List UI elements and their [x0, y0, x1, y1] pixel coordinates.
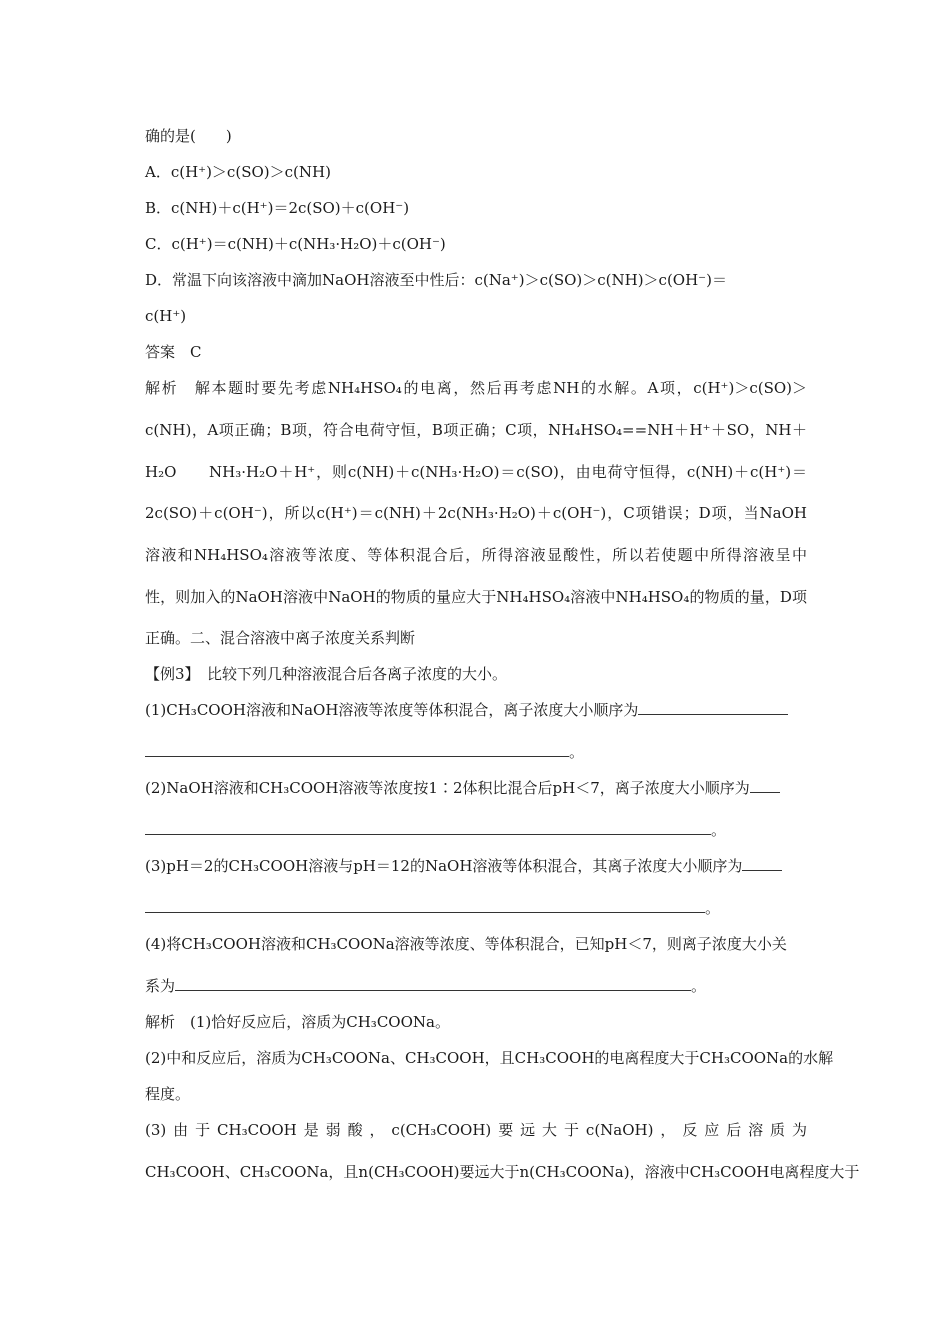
solution-line-4: (3)由于CH₃COOH是弱酸，c(CH₃COOH)要远大于c(NaOH)，反应后溶质为 [145, 1121, 807, 1139]
analysis-line-5: 溶液和NH₄HSO₄溶液等浓度、等体积混合后，所得溶液显酸性，所以若使题中所得溶液呈中 [145, 546, 807, 564]
answer-blank-2a[interactable] [750, 778, 780, 793]
question-2-cont [145, 820, 807, 840]
answer-blank-4[interactable] [175, 976, 691, 991]
option-d-cont: c(H⁺) [145, 307, 187, 325]
question-4-cont [145, 976, 807, 996]
question-4: (4)将CH₃COOH溶液和CH₃COONa溶液等浓度、等体积混合，已知pH＜7，则离子浓度大小关 [145, 935, 787, 953]
question-2-end: 。 [711, 821, 727, 839]
answer-blank-2b[interactable] [145, 820, 711, 835]
question-3-end: 。 [705, 899, 721, 917]
question-3-cont [145, 898, 807, 918]
option-d: D．常温下向该溶液中滴加NaOH溶液至中性后：c(Na⁺)＞c(SO)＞c(NH)＞c(OH⁻)＝ [145, 271, 727, 289]
option-b: B．c(NH)＋c(H⁺)＝2c(SO)＋c(OH⁻) [145, 199, 410, 217]
question-1 [145, 700, 807, 720]
section-heading-line: 正确。二、混合溶液中离子浓度关系判断 [145, 629, 416, 647]
question-1-end: 。 [569, 743, 585, 761]
question-4-end: 。 [691, 977, 707, 995]
analysis-line-2: c(NH)，A项正确；B项，符合电荷守恒，B项正确；C项，NH₄HSO₄==NH＋H⁺＋SO，NH＋ [145, 421, 807, 439]
option-a: A．c(H⁺)＞c(SO)＞c(NH) [145, 163, 331, 181]
analysis-line-3: H₂O NH₃·H₂O＋H⁺，则c(NH)＋c(NH₃·H₂O)＝c(SO)，由电荷守恒得，c(NH)＋c(H⁺)＝ [145, 463, 807, 481]
analysis-line-6: 性，则加入的NaOH溶液中NaOH的物质的量应大于NH₄HSO₄溶液中NH₄HSO₄的物质的量，D项 [145, 588, 807, 606]
question-1-text: (1)CH₃COOH溶液和NaOH溶液等浓度等体积混合，离子浓度大小顺序为 [145, 701, 639, 719]
question-4-lead: 系为 [145, 977, 176, 995]
analysis-line-1: 解析 解本题时要先考虑NH₄HSO₄的电离，然后再考虑NH的水解。A项，c(H⁺)＞c(SO)＞ [145, 379, 807, 397]
question-stem-continuation: 确的是( ) [145, 127, 232, 145]
example-title: 【例3】 比较下列几种溶液混合后各离子浓度的大小。 [145, 665, 508, 683]
solution-line-5: CH₃COOH、CH₃COONa，且n(CH₃COOH)要远大于n(CH₃COONa)，溶液中CH₃COOH电离程度大于 [145, 1163, 860, 1181]
analysis-line-4: 2c(SO)＋c(OH⁻)，所以c(H⁺)＝c(NH)＋2c(NH₃·H₂O)＋c(OH⁻)，C项错误；D项，当NaOH [145, 504, 807, 522]
solution-line-2: (2)中和反应后，溶质为CH₃COONa、CH₃COOH，且CH₃COOH的电离程度大于CH₃COONa的水解 [145, 1049, 834, 1067]
answer-blank-3b[interactable] [145, 898, 705, 913]
question-2 [145, 778, 807, 798]
option-c: C．c(H⁺)＝c(NH)＋c(NH₃·H₂O)＋c(OH⁻) [145, 235, 446, 253]
answer-blank-1a[interactable] [638, 700, 788, 715]
answer-blank-1b[interactable] [145, 742, 569, 757]
question-3 [145, 856, 807, 876]
answer-line: 答案 C [145, 343, 202, 361]
question-3-text: (3)pH＝2的CH₃COOH溶液与pH＝12的NaOH溶液等体积混合，其离子浓度大小顺序为 [145, 857, 743, 875]
solution-line-1: 解析 (1)恰好反应后，溶质为CH₃COONa。 [145, 1013, 450, 1031]
question-2-text: (2)NaOH溶液和CH₃COOH溶液等浓度按1∶2体积比混合后pH＜7，离子浓度大小顺序为 [145, 779, 750, 797]
answer-blank-3a[interactable] [742, 856, 782, 871]
question-1-cont [145, 742, 807, 762]
solution-line-3: 程度。 [145, 1085, 191, 1103]
